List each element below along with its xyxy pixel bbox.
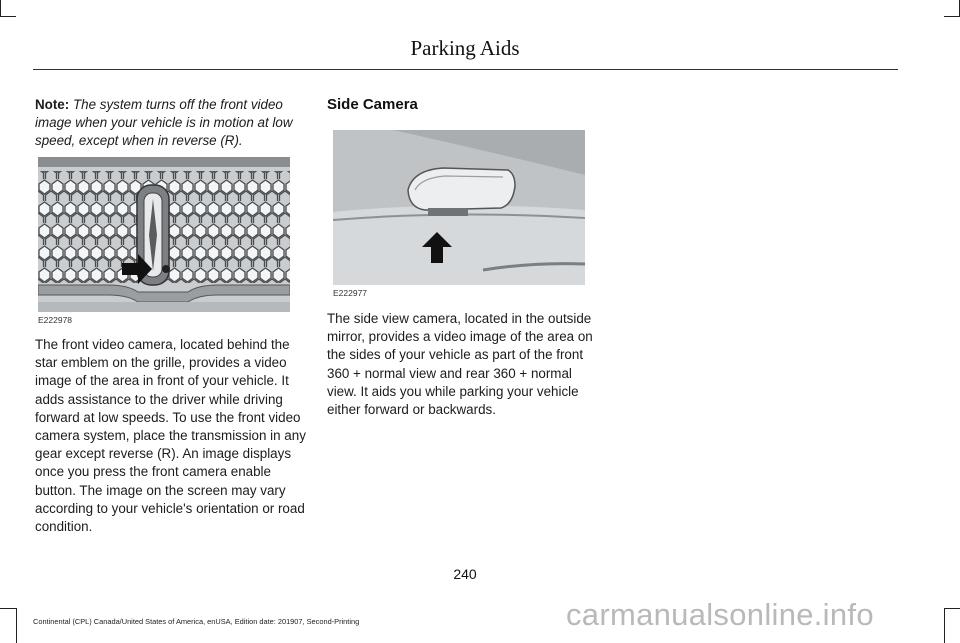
page-header-title: Parking Aids — [410, 36, 520, 60]
crop-mark — [0, 16, 16, 17]
side-camera-description: The side view camera, located in the outside mirror, provides a video image of the area on the sides of your vehicle as part of the front 360 + normal view and rear 360 + normal view. It aids you while parking your vehicle either forward or backwards. — [327, 311, 593, 418]
note-label: Note: — [35, 97, 70, 112]
crop-mark — [944, 608, 945, 643]
crop-mark — [944, 608, 960, 609]
page-number: 240 — [453, 566, 477, 582]
crop-mark — [16, 608, 17, 643]
figure-code: E222977 — [333, 288, 368, 298]
side-camera-figure — [333, 130, 585, 285]
front-camera-description: The front video camera, located behind the star emblem on the grille, provides a video image of the area in front of your vehicle. It adds assistance to the driver while driving forward at low speeds. To use the front video camera system, place the transmission in any gear except reverse (R). An image displays once you press the front camera enable button. The image on the screen may vary according to your vehicle's orientation or road condition. — [35, 337, 306, 535]
header-rule — [33, 69, 898, 70]
crop-mark — [944, 16, 960, 17]
edition-footer: Continental (CPL) Canada/United States of America, enUSA, Edition date: 201907, Second-Printing — [33, 617, 360, 626]
front-camera-figure — [38, 157, 290, 312]
crop-mark — [0, 608, 16, 609]
figure-code: E222978 — [38, 315, 73, 325]
mirror-illustration — [333, 130, 585, 285]
note-paragraph — [35, 96, 307, 151]
crop-mark — [0, 0, 1, 16]
section-title: Side Camera — [327, 96, 418, 113]
grille-illustration — [38, 157, 290, 312]
note-text: The system turns off the front video image when your vehicle is in motion at low speed, except when in reverse (R). — [35, 97, 293, 149]
watermark: carmanualsonline.info — [566, 597, 874, 632]
